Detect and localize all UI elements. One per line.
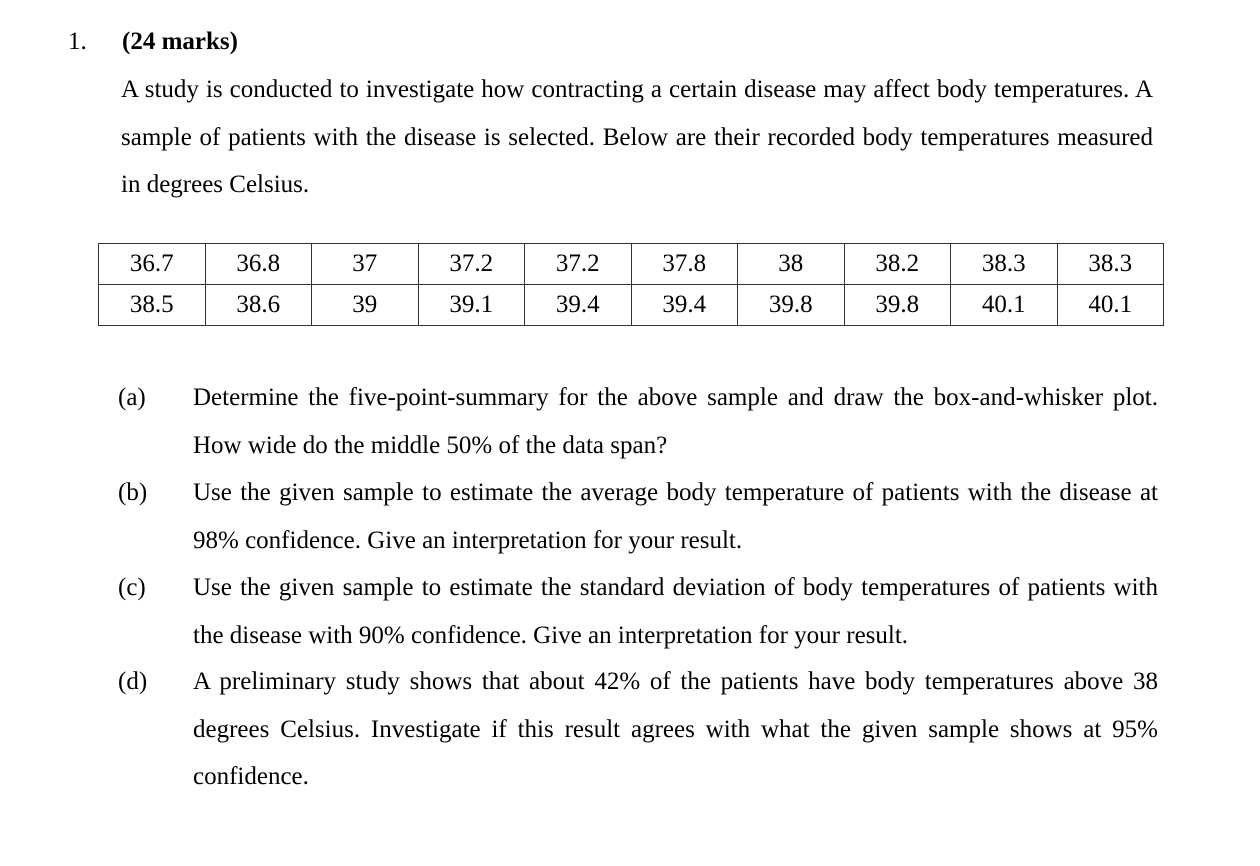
table-cell: 38.6 xyxy=(205,285,312,326)
table-cell: 40.1 xyxy=(951,285,1058,326)
part-text: Determine the five-point-summary for the above sample and draw the box-and-whisker plot. How wide do the middle 50% of the data span? xyxy=(193,384,1158,459)
table-cell: 38.2 xyxy=(844,244,951,285)
table-cell: 39.4 xyxy=(525,285,632,326)
table-cell: 37.2 xyxy=(418,244,525,285)
table-cell: 37.2 xyxy=(525,244,632,285)
table-cell: 39.8 xyxy=(738,285,845,326)
table-cell: 37 xyxy=(312,244,419,285)
table-cell: 39.1 xyxy=(418,285,525,326)
table-row xyxy=(99,244,1164,285)
question-marks: (24 marks) xyxy=(122,28,238,55)
table-cell: 38.3 xyxy=(1057,244,1164,285)
part-label: (a) xyxy=(118,384,146,411)
table-cell: 38.3 xyxy=(951,244,1058,285)
part-d xyxy=(118,658,1158,801)
part-text: Use the given sample to estimate the standard deviation of body temperatures of patients with the disease with 90% confidence. Give an interpretation for your result. xyxy=(193,574,1158,649)
table-cell: 39.4 xyxy=(631,285,738,326)
part-a xyxy=(118,374,1158,469)
part-text: Use the given sample to estimate the average body temperature of patients with the disease at 98% confidence. Give an interpretation for your result. xyxy=(193,479,1158,554)
part-text: A preliminary study shows that about 42% of the patients have body temperatures above 38 degrees Celsius. Investigate if this result agrees with what the given sample shows at 95% confidence. xyxy=(193,668,1158,790)
question-number: 1. xyxy=(68,28,87,55)
part-label: (b) xyxy=(118,479,148,506)
part-label: (c) xyxy=(118,574,146,601)
part-c xyxy=(118,564,1158,659)
table-row xyxy=(99,285,1164,326)
table-cell: 40.1 xyxy=(1057,285,1164,326)
table-cell: 38.5 xyxy=(99,285,206,326)
table-cell: 36.8 xyxy=(205,244,312,285)
part-b xyxy=(118,469,1158,564)
table-cell: 39.8 xyxy=(844,285,951,326)
table-cell: 39 xyxy=(312,285,419,326)
table-cell: 36.7 xyxy=(99,244,206,285)
part-label: (d) xyxy=(118,668,148,695)
table-cell: 38 xyxy=(738,244,845,285)
table-cell: 37.8 xyxy=(631,244,738,285)
question-intro: A study is conducted to investigate how contracting a certain disease may affect body temperatures. A sample of patients with the disease is selected. Below are their recorded body temperatures measured in degrees Celsius. xyxy=(121,76,1153,198)
temperature-table xyxy=(98,243,1164,326)
